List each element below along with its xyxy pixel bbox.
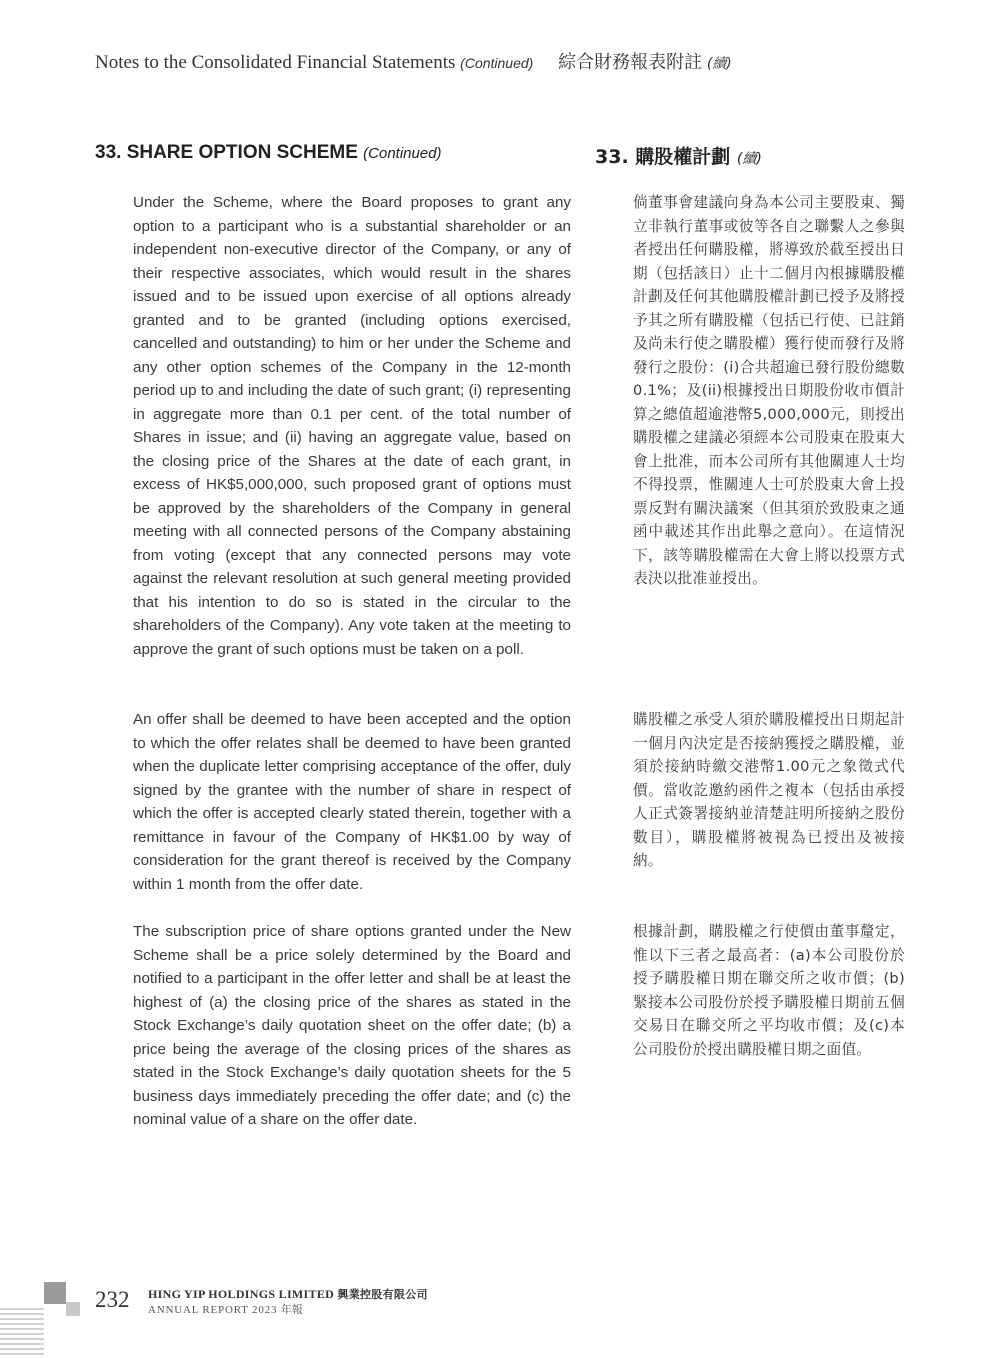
header-continued-en: (Continued)	[460, 55, 534, 71]
report-title-zh: 年報	[280, 1303, 303, 1316]
section-heading-en	[95, 142, 565, 164]
paragraph-zh-1: 倘董事會建議向身為本公司主要股東、獨立非執行董事或彼等各自之聯繫人之參與者授出任何購股權，將導致於截至授出日期（包括該日）止十二個月內根據購股權計劃及任何其他購股權計劃已授予及將授予其之所有購股權（包括已行使、已註銷及尚未行使之購股權）獲行使而發行及將發行之股份：(i)合共超逾已發行股份總數0.1%；及(ii)根據授出日期股份收市價計算之總值超逾港幣5,000,000元，則授出購股權之建議必須經本公司股東在股東大會上批准，而本公司所有其他關連人士均不得投票，惟關連人士可於股東大會上投票反對有關決議案（但其須於致股東之通函中載述其作出此舉之意向）。在這情況下，該等購股權需在大會上將以投票方式表決以批准並授出。	[633, 194, 905, 587]
paragraph-en-2: An offer shall be deemed to have been accepted and the option to which the offer relates shall be deemed to have been granted when the duplicate letter comprising acceptance of the offer, duly signed by the grantee with the number of share in respect of which the offer is accepted clearly stated therein, together with a remittance in favour of the Company of HK$1.00 by way of consideration for the grant thereof is received by the Company within 1 month from the offer date.	[133, 711, 571, 893]
section-heading-zh	[595, 142, 915, 169]
page-number: 232	[95, 1287, 130, 1312]
footer-light-square	[66, 1302, 80, 1316]
company-name-zh: 興業控股有限公司	[337, 1288, 428, 1301]
header-title-zh: 綜合財務報表附註	[558, 52, 703, 73]
company-name-en: HING YIP HOLDINGS LIMITED	[148, 1287, 335, 1301]
section-title-zh: 33. 購股權計劃	[595, 146, 731, 168]
footer-company-name	[148, 1286, 428, 1302]
paragraph-zh-2: 購股權之承受人須於購股權授出日期起計一個月內決定是否接納獲授之購股權，並須於接納時繳交港幣1.00元之象徵式代價。當收訖邀約函件之複本（包括由承授人正式簽署接納並清楚註明所接納之股份數目），購股權將被視為已授出及被接納。	[633, 711, 905, 869]
footer-decoration	[0, 1280, 90, 1357]
report-title-en: ANNUAL REPORT 2023	[148, 1304, 278, 1316]
section-title-en: 33. SHARE OPTION SCHEME	[95, 142, 358, 163]
running-header	[95, 48, 895, 74]
paragraph-en-1: Under the Scheme, where the Board proposes to grant any option to a participant who is a substantial shareholder or an independent non-executive director of the Company, or any of their respective associates, which would result in the shares issued and to be issued upon exercise of all options already granted and to be granted (including options exercised, cancelled and outstanding) to him or her under the Scheme and any other option schemes of the Company in the 12-month period up to and including the date of such grant; (i) representing in aggregate more than 0.1 per cent. of the total number of Shares in issue; and (ii) having an aggregate value, based on the closing price of the Shares at the date of each grant, in excess of HK$5,000,000, such proposed grant of options must be approved by the shareholders of the Company in general meeting with all connected persons of the Company abstaining from voting (except that any connected persons may vote against the relevant resolution at such general meeting provided that his intention to do so is stated in the circular to the shareholders of the Company). Any vote taken at the meeting to approve the grant of such options must be taken on a poll.	[133, 194, 571, 658]
header-continued-zh: (續)	[706, 56, 732, 72]
paragraph-zh-3: 根據計劃，購股權之行使價由董事釐定，惟以下三者之最高者：(a)本公司股份於授予購股權日期在聯交所之收市價；(b)緊接本公司股份於授予購股權日期前五個交易日在聯交所之平均收市價；及(c)本公司股份於授出購股權日期之面值。	[633, 923, 905, 1058]
footer-report-title	[148, 1301, 303, 1317]
footer-stripes	[0, 1308, 44, 1358]
section-continued-en: (Continued)	[363, 145, 442, 162]
footer-dark-square	[44, 1282, 66, 1304]
section-continued-zh: (續)	[736, 151, 762, 167]
paragraph-en-3: The subscription price of share options granted under the New Scheme shall be a price solely determined by the Board and notified to a participant in the offer letter and shall be at least the highest of (a) the closing price of the shares as stated in the Stock Exchange’s daily quotation sheet on the offer date; (b) a price being the average of the closing prices of the shares as stated in the Stock Exchange’s daily quotation sheets for the 5 business days immediately preceding the offer date; and (c) the nominal value of a share on the offer date.	[133, 923, 571, 1128]
header-title-en: Notes to the Consolidated Financial Statements	[95, 52, 456, 73]
